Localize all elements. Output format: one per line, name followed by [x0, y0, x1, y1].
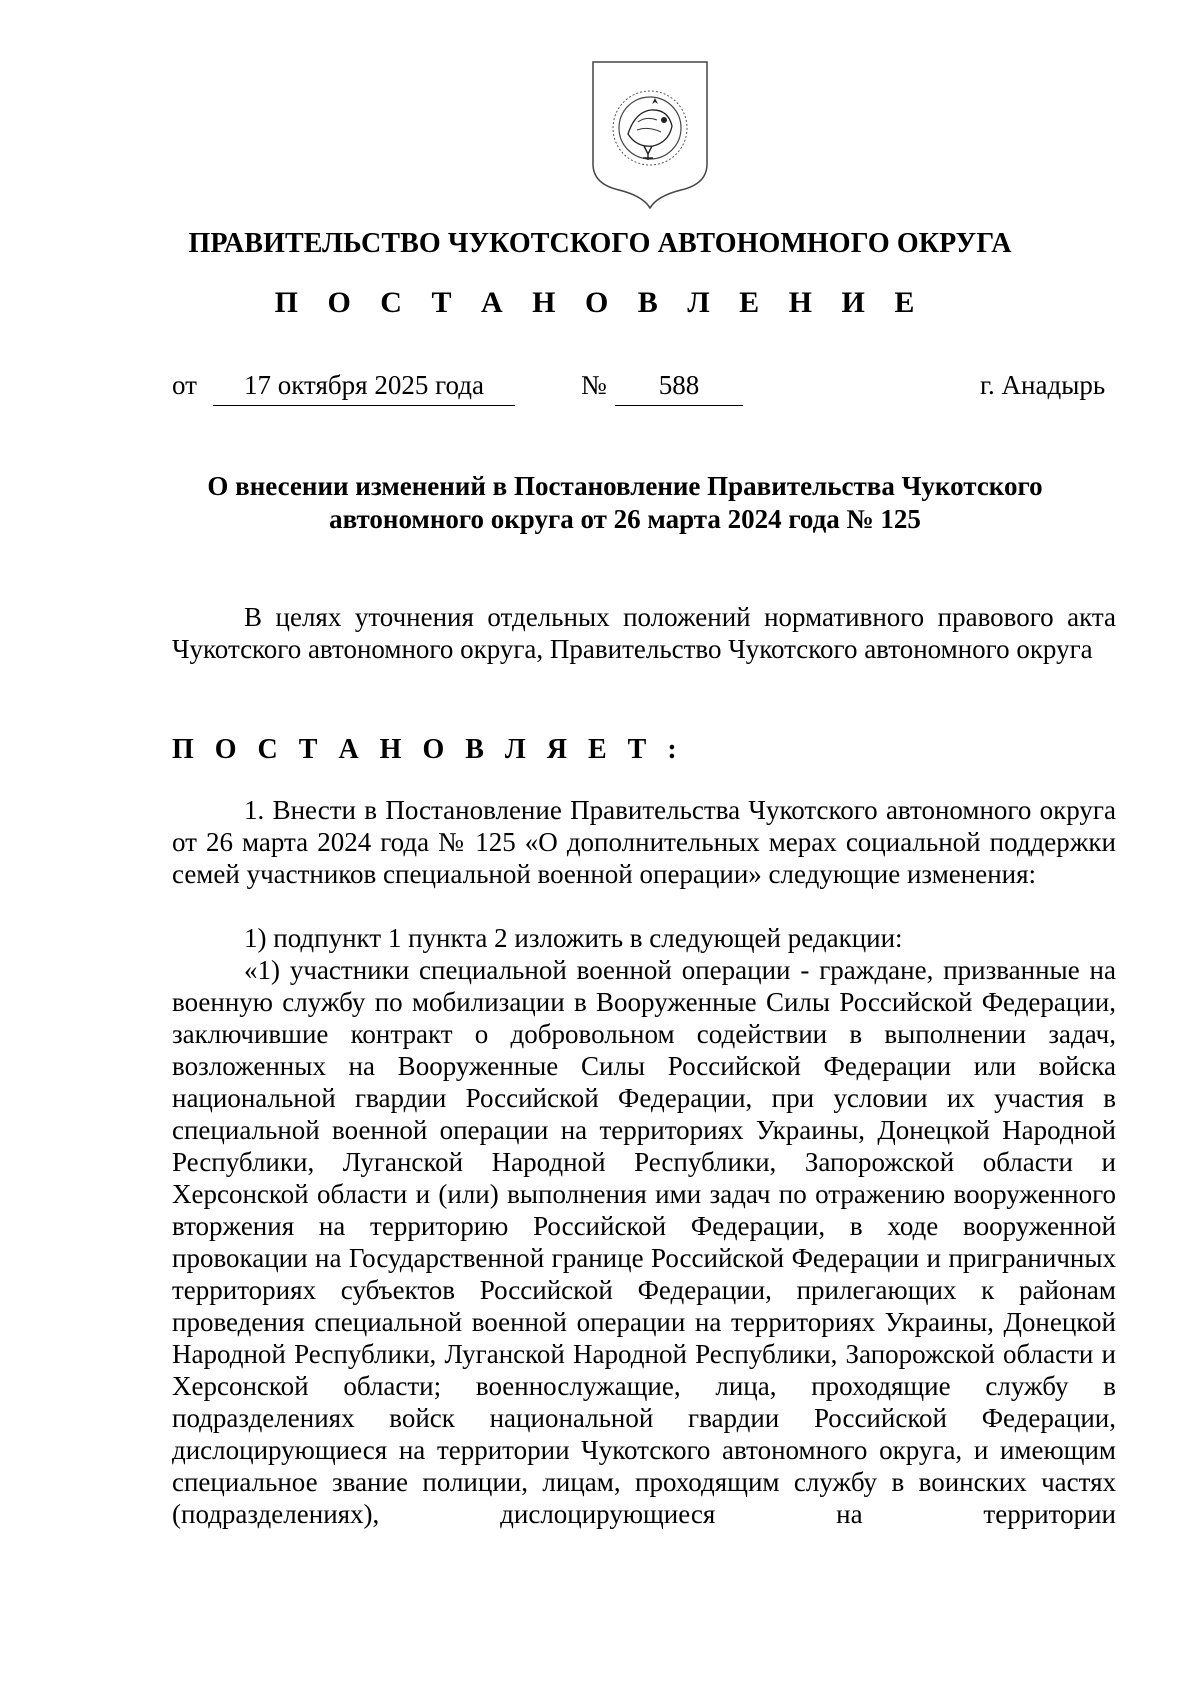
- document-type-heading: П О С Т А Н О В Л Е Н И Е: [274, 286, 926, 319]
- organization-title: ПРАВИТЕЛЬСТВО ЧУКОТСКОГО АВТОНОМНОГО ОКРУГА: [188, 228, 1012, 259]
- number-label: №: [581, 370, 607, 400]
- quoted-amendment: «1) участники специальной военной операции - граждане, призванные на военную службу по мобилизации в Вооруженные Силы Российской Федерации, заключившие контракт о добровольном содействии в выполнении задач, возложенных на Вооруженные Силы Российской Федерации или войска национальной гвардии Российской Федерации, при условии их участия в специальной военной операции на территориях Украины, Донецкой Народной Республики, Луганской Народной Республики, Запорожской области и Херсонской области и (или) выполнения ими задач по отражению вооруженного вторжения на территорию Российской Федерации, в ходе вооруженной провокации на Государственной границе Российской Федерации и приграничных территориях субъектов Российской Федерации, прилегающих к районам проведения специальной военной операции на территориях Украины, Донецкой Народной Республики, Луганской Народной Республики, Запорожской области и Херсонской области; военнослужащие, лица, проходящие службу в подразделениях войск национальной гвардии Российской Федерации, дислоцирующиеся на территории Чукотского автономного округа, и имеющим специальное звание полиции, лицам, проходящим службу в воинских частях (подразделениях), дислоцирующиеся на территории: [172, 955, 1116, 1529]
- city: г. Анадырь: [980, 370, 1106, 400]
- coat-of-arms-icon: [591, 60, 709, 210]
- document-number: 588: [615, 370, 743, 406]
- preamble: В целях уточнения отдельных положений нормативного правового акта Чукотского автономного округа, Правительство Чукотского автономного округа: [172, 602, 1116, 664]
- document-subject: О внесении изменений в Постановление Правительства Чукотского автономного округа от 26 марта 2024 года № 125: [207, 471, 1043, 534]
- document-date: 17 октября 2025 года: [213, 370, 515, 406]
- decree-heading: П О С Т А Н О В Л Я Е Т :: [172, 734, 684, 765]
- date-label: от: [172, 370, 197, 400]
- clause-1: 1. Внести в Постановление Правительства Чукотского автономного округа от 26 марта 2024 года № 125 «О дополнительных мерах социальной поддержки семей участников специальной военной операции» следующие изменения:: [172, 795, 1116, 889]
- subclause-1: 1) подпункт 1 пункта 2 изложить в следующей редакции:: [244, 923, 903, 953]
